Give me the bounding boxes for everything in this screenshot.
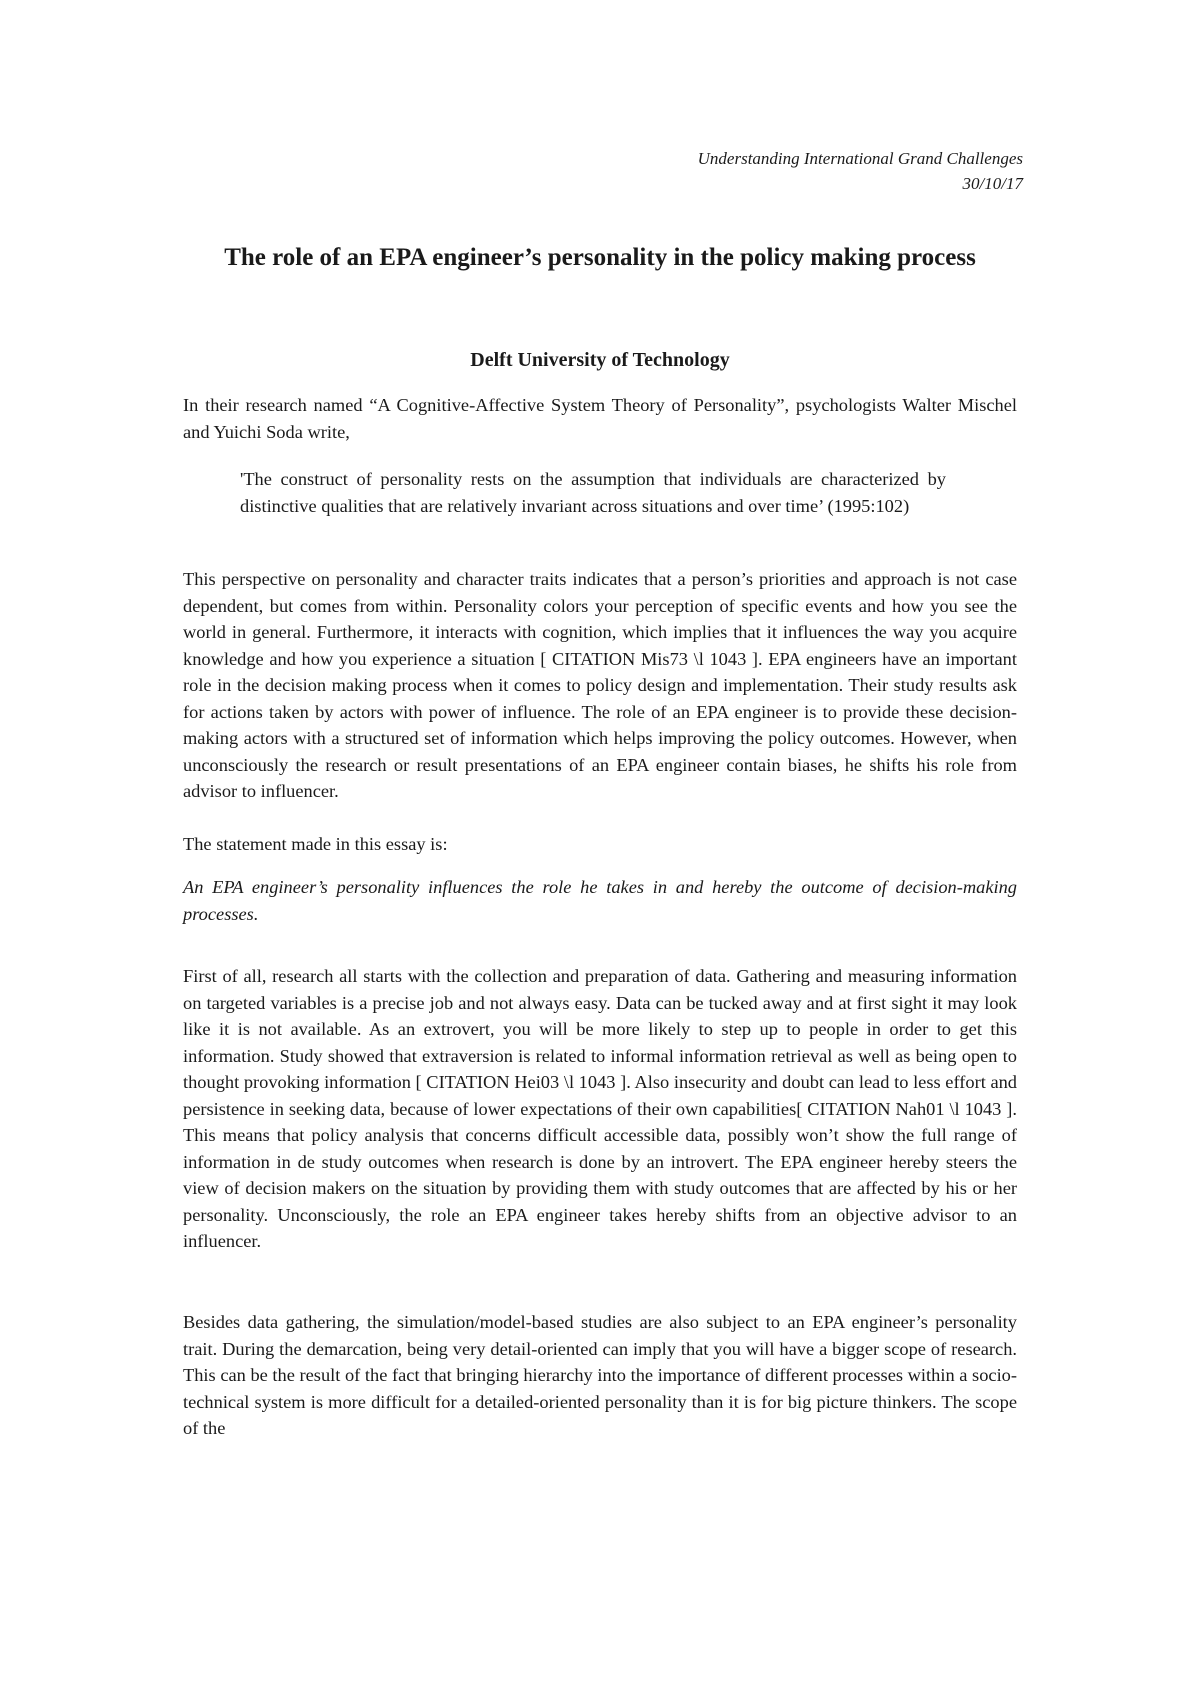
header-date: 30/10/17	[962, 174, 1023, 193]
statement-intro: The statement made in this essay is:	[183, 834, 448, 854]
body-paragraph-3: Besides data gathering, the simulation/model-based studies are also subject to an EPA engineer’s personality trait. During the demarcation, being very detail-oriented can imply that you will have a bigger scope of research. This can be the result of the fact that bringing hierarchy into the importance of different processes within a socio-technical system is more difficult for a detailed-oriented personality than it is for big picture thinkers. The scope of the	[183, 1312, 1017, 1438]
page-header	[698, 146, 1023, 196]
institution-name: Delft University of Technology	[470, 349, 730, 371]
course-name: Understanding International Grand Challenges	[697, 149, 1023, 168]
document-title: The role of an EPA engineer’s personality in the policy making process	[224, 244, 976, 271]
thesis-statement: An EPA engineer’s personality influences the role he takes in and hereby the outcome of decision-making processes.	[183, 877, 1017, 924]
body-paragraph-2: First of all, research all starts with the collection and preparation of data. Gathering and measuring information on targeted variables is a precise job and not always easy. Data can be tucked away and at first sight it may look like it is not available. As an extrovert, you will be more likely to step up to people in order to get this information. Study showed that extraversion is related to informal information retrieval as well as being open to thought provoking information [ CITATION Hei03 \l 1043 ]. Also insecurity and doubt can lead to less effort and persistence in seeking data, because of lower expectations of their own capabilities[ CITATION Nah01 \l 1043 ]. This means that policy analysis that concerns difficult accessible data, possibly won’t show the full range of information in de study outcomes when research is done by an introvert. The EPA engineer hereby steers the view of decision makers on the situation by providing them with study outcomes that are affected by his or her personality. Unconsciously, the role an EPA engineer takes hereby shifts from an objective advisor to an influencer.	[183, 966, 1017, 1251]
block-quote: 'The construct of personality rests on the assumption that individuals are characterized by distinctive qualities that are relatively invariant across situations and over time’ (1995:102)	[240, 469, 946, 516]
body-paragraph-1: This perspective on personality and character traits indicates that a person’s priorities and approach is not case dependent, but comes from within. Personality colors your perception of specific events and how you see the world in general. Furthermore, it interacts with cognition, which implies that it influences the way you acquire knowledge and how you experience a situation [ CITATION Mis73 \l 1043 ]. EPA engineers have an important role in the decision making process when it comes to policy design and implementation. Their study results ask for actions taken by actors with power of influence. The role of an EPA engineer is to provide these decision-making actors with a structured set of information which helps improving the policy outcomes. However, when unconsciously the research or result presentations of an EPA engineer contain biases, he shifts his role from advisor to influencer.	[183, 569, 1017, 801]
intro-paragraph: In their research named “A Cognitive-Affective System Theory of Personality”, psychologists Walter Mischel and Yuichi Soda write,	[183, 395, 1017, 442]
